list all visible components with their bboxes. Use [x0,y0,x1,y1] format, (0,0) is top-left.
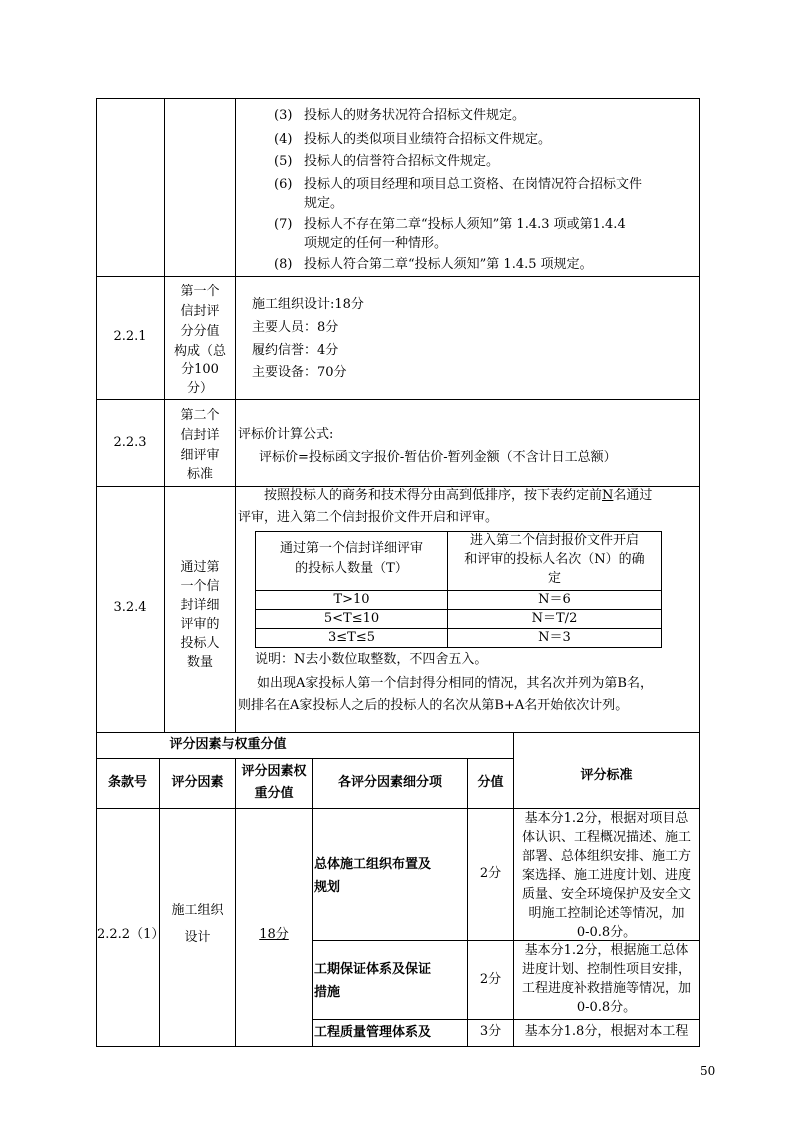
requirement-item-4: (4) 投标人的类似项目业绩符合招标文件规定。 [274,132,552,147]
subtable-cell-n: N＝T/2 [531,611,578,626]
requirement-item-3: (3) 投标人的财务状况符合招标文件规定。 [274,108,526,123]
requirement-item-6: (6) 投标人的项目经理和项目总工资格、在岗情况符合招标文件 规定。 [274,177,643,211]
paragraph-tie-rule-cont: 则排名在A家投标人之后的投标人的名次从第B+A名开始依次计列。 [238,698,629,713]
header-clause: 条款号 [107,775,147,790]
sub-item-quality-management: 工程质量管理体系及 [314,1025,432,1040]
header-factor: 评分因素 [171,775,224,790]
paragraph-rank-rule: 按照投标人的商务和技术得分由高到低排序，按下表约定前N名通过 [264,488,653,503]
subtable-cell-t: T>10 [333,592,370,607]
requirement-item-5: (5) 投标人的信誉符合招标文件规定。 [274,154,500,169]
requirement-item-8: (8) 投标人符合第二章“投标人须知”第 1.4.5 项规定。 [274,257,593,272]
paragraph-tie-rule: 如出现A家投标人第一个信封得分相同的情况，其名次并列为第B名， [257,676,653,691]
header-sub-item: 各评分因素细分项 [337,775,442,790]
standard-quality-management: 基本分1.8分，根据对本工程 [524,1024,689,1039]
clause-2-2-3: 2.2.3 [113,435,147,450]
page-number: 50 [700,1064,716,1078]
clause-3-2-4: 3.2.4 [113,600,147,615]
requirement-item-7: (7) 投标人不存在第二章“投标人须知”第 1.4.3 项或第1.4.4 项规定的任何一种情形。 [274,217,626,251]
clause-2-2-2-1: 2.2.2（1） [97,927,165,942]
scoring-group-title: 评分因素与权重分值 [169,737,287,752]
paragraph-rank-rule-cont: 评审，进入第二个信封报价文件开启和评审。 [238,510,499,525]
weight-value: 18分 [259,927,289,942]
score-value: 2分 [479,866,502,881]
header-score: 分值 [477,775,504,790]
score-value: 3分 [479,1024,502,1039]
header-standard: 评分标准 [580,768,633,783]
document-table: (3) 投标人的财务状况符合招标文件规定。 (4) 投标人的类似项目业绩符合招标文件规定。 (5) 投标人的信誉符合招标文件规定。 (6) 投标人的项目经理和项目总工资格、在岗情况符合招标文件 规定。 (7) 投标人不存在第二章“投标人须知”第 1.4.3 项或第1.4.4 项规定的任何一种情形。 (8) 投标人符合第二章“投标人须知”第 1.4.5 项规定。 2.2.1 第一个 信封评 分分值 构成（总 分100 分） 施工组织设计:18分 主要人员：8分 履约信誉：4分 主要设备：70分 2.2.3 第二个 信封详 细评审 标准 评标价计算公式: 评标价=投标函文字报价-暂估价-暂列金额（不含计日工总额） 3.2.4 通过第 一个信 封详细 评审的 投标人 数量 按照投标人的商务和技术得分由高到低排序，按下表约定前N名通过 评审，进入第二个信封报价文件开启和评审。 通过第一个信封详细评审 的投标人数量（T） 进入第二个信封报价文件开启 和评审的投标人名次（N）的确 定 T>10 N＝6 5<T≤10 N＝T/2 3≤T≤5 N＝3 说明：N去小数位取整数，不四舍五入。 如出现A家投标人第一个信封得分相同的情况，其名次并列为第B名， 则排名在A家投标人之后的投标人的名次从第B+A名开始依次计列。 评分因素与权重分值 评分标准 条款号 评分因素 评分因素权 重分值 各评分因素细分项 分值 2.2.2（1） 施工组织 设计 18分 总体施工组织布置及 规划 2分 基本分1.2分，根据对项目总 体认识、工程概况描述、施工 部署、总体组织安排、施工方 案选择、施工进度计划、进度 质量、安全环境保护及安全文 明施工控制论述等情况，加 0-0.8分。 工期保证体系及保证 措施 2分 基本分1.2分，根据施工总体 进度计划、控制性项目安排， 工程进度补救措施等情况，加 0-0.8分。 工程质量管理体系及 3分 基本分1.8分，根据对本工程 [96,98,700,1047]
subtable-cell-n: N＝3 [538,630,571,645]
subtable-cell-n: N＝6 [538,592,571,607]
subtable-cell-t: 3≤T≤5 [328,630,375,645]
note-rounding: 说明：N去小数位取整数，不四舍五入。 [255,652,488,667]
clause-2-2-1: 2.2.1 [113,329,147,344]
subtable-cell-t: 5<T≤10 [323,611,380,626]
score-value: 2分 [479,972,502,987]
